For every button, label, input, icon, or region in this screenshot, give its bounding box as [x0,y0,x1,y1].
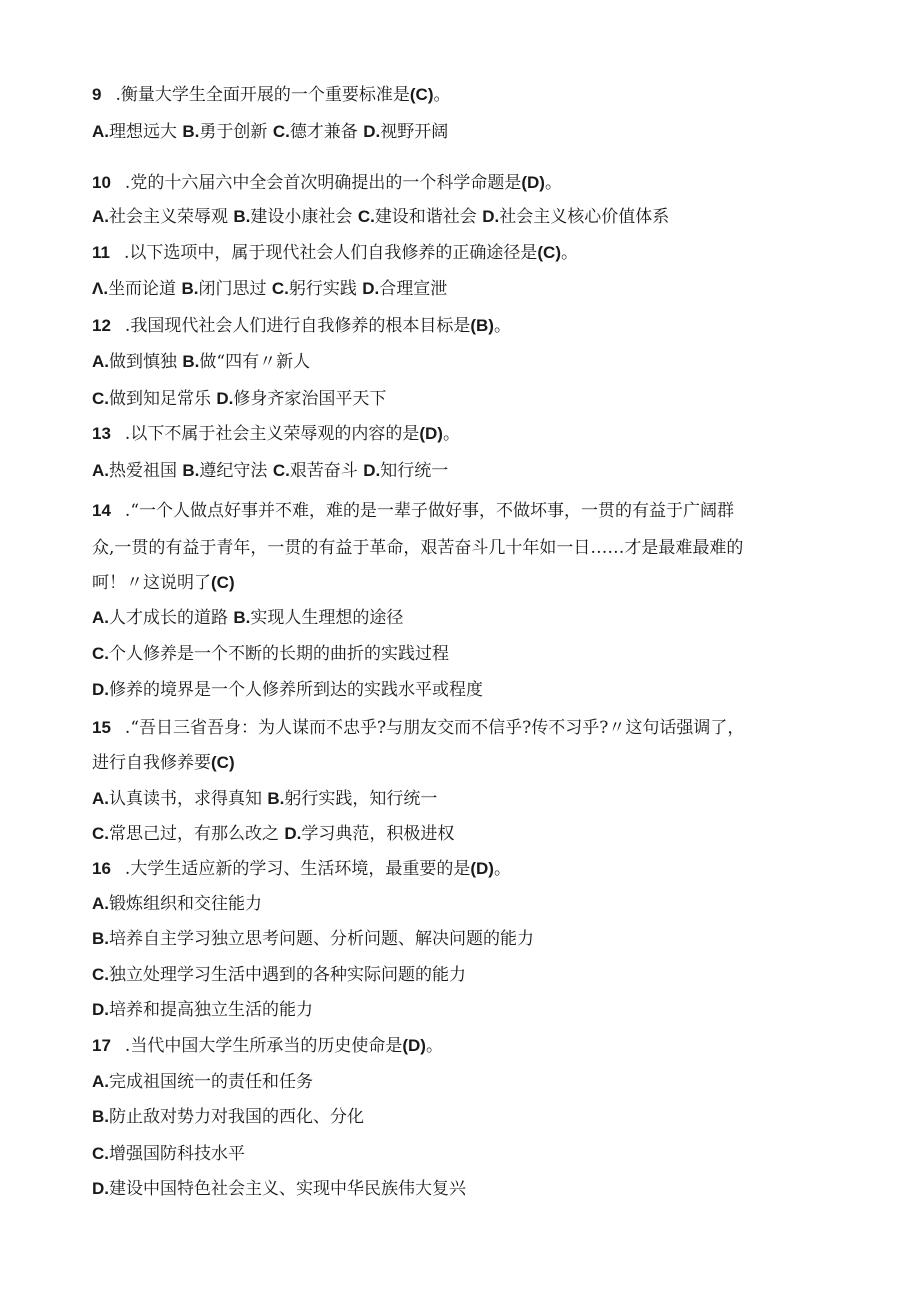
question-line [92,84,450,106]
option-letter: C. [92,389,109,408]
option-text: 做“四有〃新人 [199,352,311,372]
option-text: 勇于创新 [199,122,273,142]
option-text: 认真读书，求得真知 [109,789,268,809]
option-text: 遵纪守法 [199,461,273,481]
option-letter: A. [92,1072,109,1091]
option-text: 躬行实践 [288,279,363,299]
option-text: 合理宣泄 [379,279,448,299]
question-text: 众,一贯的有益于青年，一贯的有益于革命，艰苦奋斗几十年如一日……才是最难最难的 [92,538,744,558]
option-letter: A. [92,894,109,913]
option-letter: B. [233,608,251,627]
option-letter: B. [92,1107,109,1126]
option-letter: Λ. [92,279,109,298]
option-letter: D. [92,1179,109,1198]
option-letter: A. [92,461,109,480]
option-letter: A. [92,122,109,141]
answer-key: (C) [211,573,235,592]
question-line [92,315,511,337]
option-text: 知行统一 [380,461,449,481]
question-continuation-line [92,752,235,774]
sentence-end: 。 [544,173,562,193]
question-text: .我国现代社会人们进行自我修养的根本目标是 [124,316,471,336]
option-letter: A. [92,789,109,808]
option-text: 锻炼组织和交往能力 [109,894,262,914]
option-letter: A. [92,608,109,627]
answer-options-line [92,1106,364,1128]
question-line [92,1035,443,1057]
question-continuation-line [92,572,235,594]
option-letter: C. [92,965,109,984]
option-letter: B. [267,789,285,808]
answer-key: (C) [211,753,235,772]
answer-options-line [92,928,534,950]
option-text: 防止敌对势力对我国的西化、分化 [109,1107,364,1127]
answer-key: (D) [419,424,443,443]
option-letter: C. [272,122,290,141]
question-number: 14 [92,501,111,520]
sentence-end: 。 [425,1036,443,1056]
option-letter: C. [357,207,375,226]
answer-options-line [92,1143,245,1165]
answer-key: (D) [521,173,545,192]
sentence-end: 。 [493,316,511,336]
option-text: 社会主义荣辱观 [109,207,234,227]
option-letter: C. [271,279,289,298]
answer-options-line [92,460,448,482]
option-letter: D. [362,279,380,298]
question-text: 进行自我修养要 [92,753,211,773]
sentence-end: 。 [561,243,578,263]
answer-options-line [92,643,449,665]
question-line [92,242,578,264]
question-line [92,423,460,445]
option-letter: B. [92,929,109,948]
option-letter: C. [92,644,109,663]
question-number: 15 [92,718,111,737]
answer-options-line [92,964,466,986]
answer-key: (D) [470,859,494,878]
option-text: 做到慎独 [109,352,183,372]
answer-options-line [92,607,403,629]
answer-options-line [92,388,386,410]
option-text: 躬行实践，知行统一 [284,789,438,809]
sentence-end: 。 [493,859,511,879]
option-letter: B. [233,207,251,226]
question-line [92,717,744,739]
option-letter: C. [92,824,109,843]
option-letter: D. [284,824,302,843]
question-continuation-line [92,537,743,559]
option-text: 修养的境界是一个人修养所到达的实践水平或程度 [109,680,483,700]
question-text: .大学生适应新的学习、生活环境，最重要的是 [124,859,471,879]
option-letter: D. [482,207,500,226]
answer-key: (C) [537,243,561,262]
option-text: 理想远大 [109,122,183,142]
option-text: 独立处理学习生活中遇到的各种实际问题的能力 [109,965,466,985]
question-text: .以下不属于社会主义荣辱观的内容的是 [124,424,420,444]
option-letter: D. [363,461,381,480]
answer-key: (D) [402,1036,426,1055]
option-letter: B. [182,461,200,480]
question-line [92,858,511,880]
question-line [92,500,734,522]
option-text: 人才成长的道路 [109,608,234,628]
question-number: 16 [92,859,111,878]
option-letter: D. [216,389,234,408]
option-text: 闭门思过 [198,279,272,299]
option-text: 视野开阔 [380,122,449,142]
option-text: 德才兼备 [289,122,364,142]
option-text: 培养自主学习独立思考问题、分析问题、解决问题的能力 [109,929,534,949]
option-letter: B. [182,352,200,371]
answer-key: (B) [470,316,494,335]
answer-options-line [92,121,448,143]
answer-key: (C) [409,85,434,104]
option-text: 艰苦奋斗 [289,461,364,481]
answer-options-line [92,823,454,845]
answer-options-line [92,788,437,810]
option-text: 常思己过，有那么改之 [109,824,285,844]
question-text: .“一个人做点好事并不难，难的是一辈子做好事，不做坏事，一贯的有益于广阔群 [124,501,735,521]
sentence-end: 。 [442,424,460,444]
answer-options-line [92,679,483,701]
question-text: .党的十六届六中全会首次明确提出的一个科学命题是 [124,173,522,193]
option-letter: D. [92,1000,109,1019]
option-letter: D. [363,122,381,141]
option-text: 建设小康社会 [250,207,358,227]
option-letter: C. [92,1144,109,1163]
option-letter: C. [272,461,290,480]
option-text: 建设和谐社会 [374,207,483,227]
option-text: 培养和提高独立生活的能力 [109,1000,313,1020]
question-text: .“吾日三省吾身：为人谋而不忠乎?与朋友交而不信乎?传不习乎?〃这句话强调了， [124,718,745,738]
option-text: 个人修养是一个不断的长期的曲折的实践过程 [109,644,449,664]
option-text: 实现人生理想的途径 [250,608,404,628]
question-number: 13 [92,424,111,443]
option-letter: B. [181,279,199,298]
option-letter: D. [92,680,109,699]
answer-options-line [92,206,669,228]
option-text: 社会主义核心价值体系 [499,207,670,227]
option-text: 建设中国特色社会主义、实现中华民族伟大复兴 [109,1179,466,1199]
answer-options-line [92,351,310,373]
option-text: 热爱祖国 [109,461,183,481]
option-text: 修身齐家治国平天下 [233,389,387,409]
question-text: .衡量大学生全面开展的一个重要标准是 [115,85,410,105]
option-letter: A. [92,207,109,226]
question-number: 9 [92,85,102,104]
answer-options-line [92,893,262,915]
answer-options-line [92,1071,313,1093]
option-text: 做到知足常乐 [109,389,217,409]
question-text: .以下选项中，属于现代社会人们自我修养的正确途径是 [123,243,538,263]
question-number: 12 [92,316,111,335]
option-text: 完成祖国统一的责任和任务 [109,1072,313,1092]
answer-options-line [92,278,447,300]
option-text: 增强国防科技水平 [109,1144,245,1164]
question-number: 10 [92,173,111,192]
answer-options-line [92,999,313,1021]
question-text: 呵！〃这说明了 [92,573,211,593]
question-number: 11 [92,243,110,262]
option-text: 学习典范，积极进权 [301,824,455,844]
sentence-end: 。 [433,85,451,105]
question-number: 17 [92,1036,111,1055]
question-text: .当代中国大学生所承当的历史使命是 [124,1036,403,1056]
option-letter: B. [182,122,200,141]
option-letter: A. [92,352,109,371]
question-line [92,172,562,194]
option-text: 坐而论道 [108,279,182,299]
answer-options-line [92,1178,466,1200]
